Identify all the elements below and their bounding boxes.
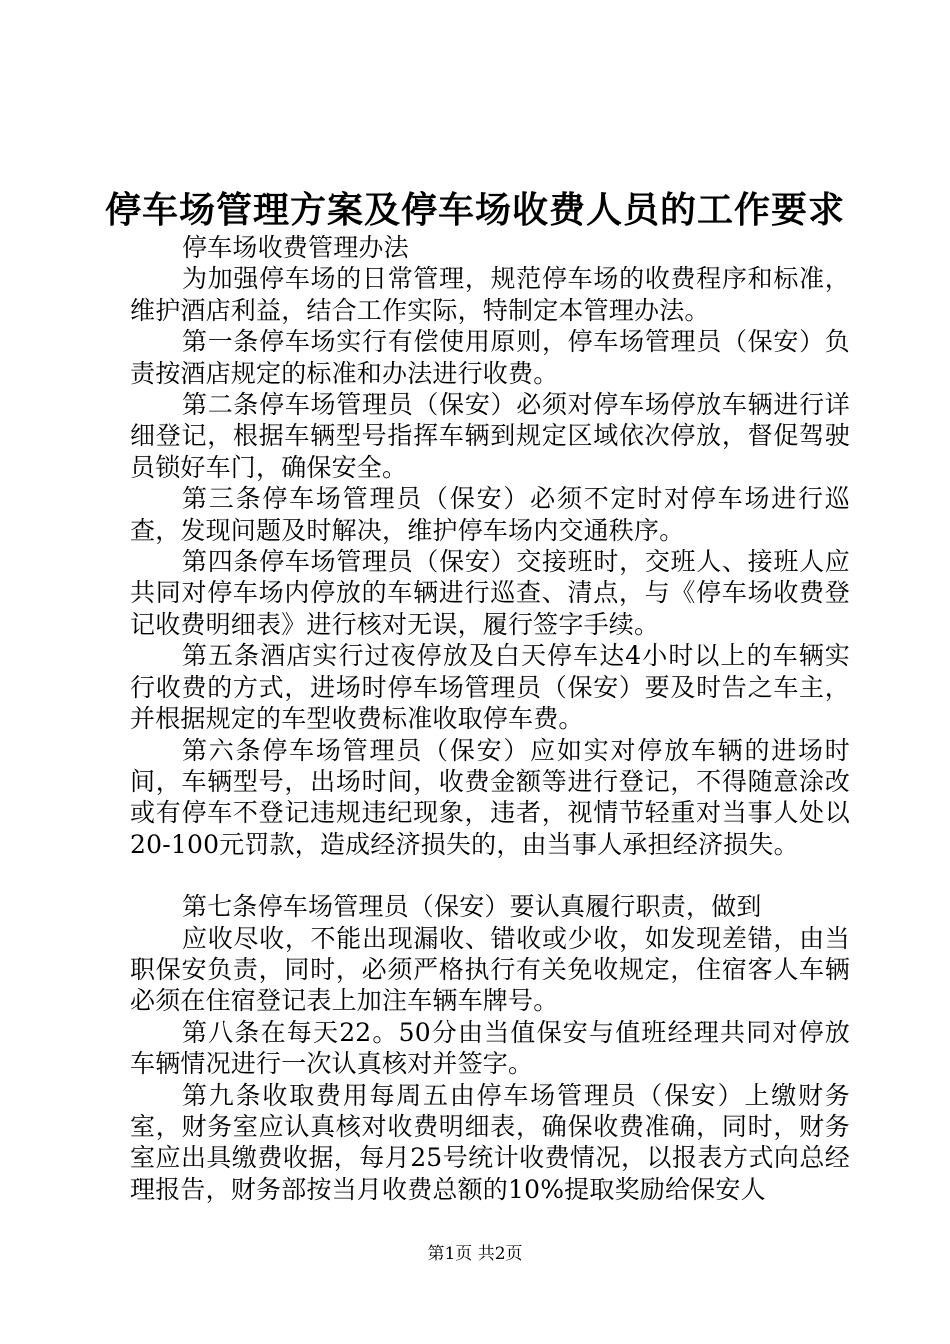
paragraph-article-5: 第五条酒店实行过夜停放及白天停车达4小时以上的车辆实行收费的方式，进场时停车场管理员（保安）要及时告之车主，并根据规定的车型收费标准收取停车费。 [130, 641, 850, 734]
paragraph-gap [130, 860, 850, 891]
paragraph-article-3: 第三条停车场管理员（保安）必须不定时对停车场进行巡查，发现问题及时解决，维护停车场内交通秩序。 [130, 484, 850, 545]
paragraph-article-7-continued: 应收尽收，不能出现漏收、错收或少收，如发现差错，由当职保安负责，同时，必须严格执行有关免收规定，住宿客人车辆必须在住宿登记表上加注车辆车牌号。 [130, 923, 850, 1016]
paragraph-article-9: 第九条收取费用每周五由停车场管理员（保安）上缴财务室，财务室应认真核对收费明细表，确保收费准确，同时，财务室应出具缴费收据，每月25号统计收费情况，以报表方式向总经理报告，财务部按当月收费总额的10%提取奖励给保安人 [130, 1080, 850, 1204]
document-title: 停车场管理方案及停车场收费人员的工作要求 [104, 189, 845, 231]
page-footer: 第1页 共2页 [427, 1244, 523, 1264]
paragraph-article-4: 第四条停车场管理员（保安）交接班时，交班人、接班人应共同对停车场内停放的车辆进行巡查、清点，与《停车场收费登记收费明细表》进行核对无误，履行签字手续。 [130, 547, 850, 639]
paragraph-article-8: 第八条在每天22。50分由当值保安与值班经理共同对停放车辆情况进行一次认真核对并签字。 [130, 1017, 850, 1079]
paragraph-article-2: 第二条停车场管理员（保安）必须对停车场停放车辆进行详细登记，根据车辆型号指挥车辆到规定区域依次停放，督促驾驶员锁好车门，确保安全。 [130, 390, 850, 482]
document-body [130, 232, 850, 1205]
paragraph-article-1: 第一条停车场实行有偿使用原则，停车场管理员（保安）负责按酒店规定的标准和办法进行收费。 [130, 327, 850, 388]
paragraph-intro: 为加强停车场的日常管理，规范停车场的收费程序和标准，维护酒店利益，结合工作实际，特制定本管理办法。 [130, 264, 850, 325]
paragraph-subtitle: 停车场收费管理办法 [182, 233, 409, 262]
paragraph-article-6: 第六条停车场管理员（保安）应如实对停放车辆的进场时间，车辆型号，出场时间，收费金额等进行登记，不得随意涂改或有停车不登记违规违纪现象，违者，视情节轻重对当事人处以20-100元罚款，造成经济损失的，由当事人承担经济损失。 [130, 735, 850, 859]
paragraph-article-7: 第七条停车场管理员（保安）要认真履行职责，做到 [182, 892, 762, 922]
